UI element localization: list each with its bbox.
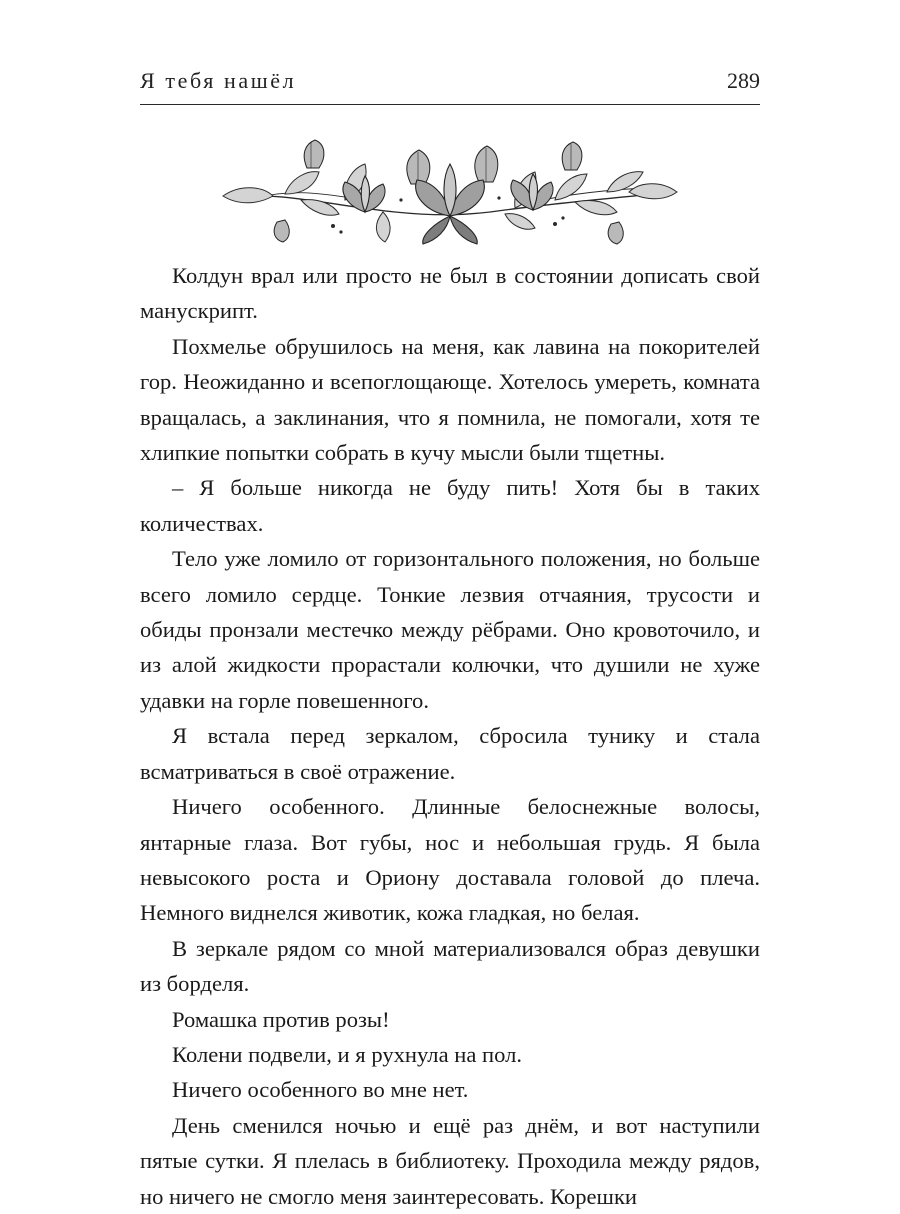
paragraph: В зеркале рядом со мной материализовался образ девушки из борделя. (140, 935, 760, 997)
paragraph: – Я больше никогда не буду пить! Хотя бы в таких количествах. (140, 475, 760, 536)
paragraph: Колени подвели, и я рухнула на пол. (172, 1041, 523, 1067)
paragraph: Тело уже ломило от горизонтального положения, но больше всего ломило сердце. Тонкие лезвия отчаяния, трусости и обиды пронзали местечко между рёбрами. Оно кровоточило, и из алой жидкости прорастали колючки, что душили не хуже удавки на горле повешенного. (140, 546, 760, 713)
paragraph: Ромашка против розы! (172, 1006, 390, 1032)
running-head (140, 64, 760, 102)
paragraph: Я встала перед зеркалом, сбросила тунику и стала всматриваться в своё отражение. (140, 723, 760, 784)
paragraph: День сменился ночью и ещё раз днём, и вот наступили пятые сутки. Я плелась в библиотеку. Проходила между рядов, но ничего не смогло меня заинтересовать. Корешки (140, 1112, 760, 1209)
running-title: Я тебя нашёл (140, 68, 297, 93)
floral-vine-ornament-icon (215, 128, 685, 248)
paragraph: Ничего особенного. Длинные белоснежные волосы, янтарные глаза. Вот губы, нос и небольшая грудь. Я была невысокого роста и Ориону доставала головой до плеча. Немного виднелся животик, кожа гладкая, но белая. (140, 794, 760, 926)
paragraph: Колдун врал или просто не был в состоянии дописать свой манускрипт. (140, 263, 760, 324)
paragraph: Ничего особенного во мне нет. (172, 1077, 469, 1103)
header-rule (140, 104, 760, 105)
page-number: 289 (727, 68, 760, 93)
paragraph: Похмелье обрушилось на меня, как лавина на покорителей гор. Неожиданно и всепоглощающе. Хотелось умереть, комната вращалась, а заклинания, что я помнила, не помогали, хотя те хлипкие попытки собрать в кучу мысли были тщетны. (140, 333, 760, 466)
body-text (140, 258, 760, 1214)
